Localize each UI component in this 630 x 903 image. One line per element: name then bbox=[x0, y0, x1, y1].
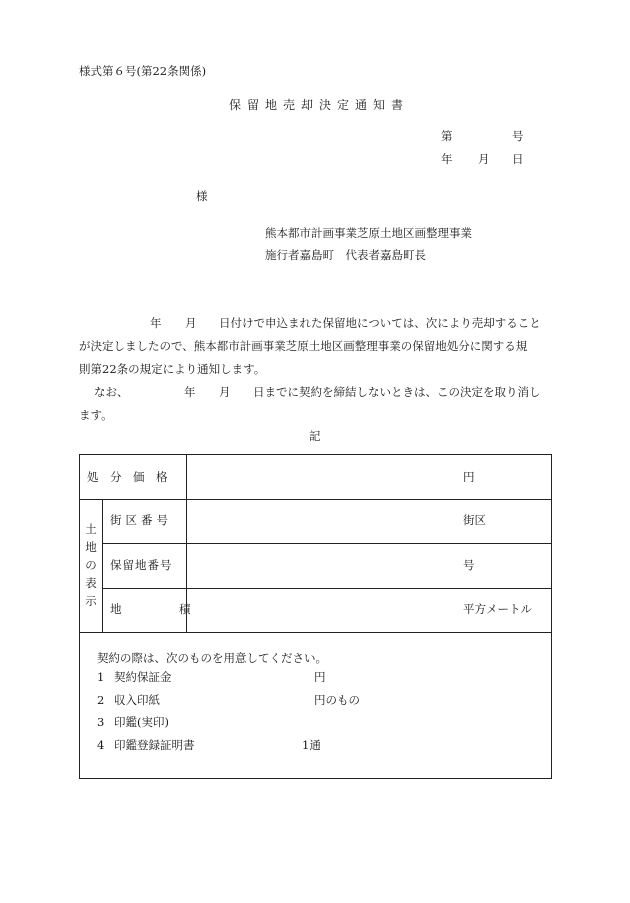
body-line2: が決定しましたので、熊本都市計画事業芝原土地区画整理事業の保留地処分に関する規 bbox=[79, 339, 528, 353]
price-unit: 円 bbox=[463, 470, 475, 484]
body-month: 月 bbox=[185, 316, 197, 330]
number-prefix: 第 bbox=[441, 129, 453, 143]
ki-marker: 記 bbox=[309, 429, 321, 443]
price-label: 処 分 価 格 bbox=[87, 470, 168, 484]
block-number-label: 街区番号 bbox=[110, 513, 172, 527]
note-2-number: 2 bbox=[97, 693, 105, 707]
body-p2-lead: なお、 bbox=[94, 385, 129, 399]
date-month: 月 bbox=[478, 152, 490, 166]
document-title: 保留地売却決定通知書 bbox=[229, 98, 410, 112]
area-unit: 平方メートル bbox=[463, 602, 532, 616]
body-line1-rest: 日付けで申込まれた保留地については、次により売却すること bbox=[219, 316, 541, 330]
note-2-value: 円のもの bbox=[314, 693, 360, 707]
reserved-land-number-label: 保留地番号 bbox=[110, 558, 173, 572]
block-number-unit: 街区 bbox=[463, 513, 486, 527]
table-rule bbox=[79, 632, 552, 633]
note-4-value: 1通 bbox=[302, 738, 321, 752]
note-2-text: 収入印紙 bbox=[114, 693, 160, 707]
body-p2-rest: 日までに契約を締結しないときは、この決定を取り消し bbox=[253, 385, 541, 399]
table-rule bbox=[102, 588, 552, 589]
note-3-number: 3 bbox=[97, 715, 105, 729]
issuer-project: 熊本都市計画事業芝原土地区画整理事業 bbox=[265, 226, 472, 240]
body-year: 年 bbox=[150, 316, 162, 330]
table-rule bbox=[102, 543, 552, 544]
notes-intro: 契約の際は、次のものを用意してください。 bbox=[97, 651, 327, 665]
note-4-number: 4 bbox=[97, 738, 105, 752]
body-line3: 則第22条の規定により通知します。 bbox=[79, 362, 266, 376]
form-label: 様式第６号(第22条関係) bbox=[79, 64, 207, 78]
table-rule bbox=[79, 499, 552, 500]
area-label: 地 積 bbox=[110, 602, 191, 616]
note-3-text: 印鑑(実印) bbox=[114, 715, 169, 729]
issuer-executor: 施行者嘉島町 代表者嘉島町長 bbox=[265, 248, 426, 262]
note-1-value: 円 bbox=[314, 670, 326, 684]
note-1-number: 1 bbox=[97, 670, 105, 684]
body-p2-year: 年 bbox=[184, 385, 196, 399]
addressee-suffix: 様 bbox=[196, 189, 208, 203]
date-day: 日 bbox=[512, 152, 524, 166]
table-rule bbox=[102, 499, 103, 632]
body-p2-line2: ます。 bbox=[79, 408, 113, 422]
note-1-text: 契約保証金 bbox=[114, 670, 172, 684]
number-suffix: 号 bbox=[512, 129, 524, 143]
details-table bbox=[79, 454, 552, 779]
date-year: 年 bbox=[441, 152, 453, 166]
body-p2-month: 月 bbox=[219, 385, 231, 399]
reserved-land-number-unit: 号 bbox=[463, 558, 475, 572]
land-group-label: 土 地 の 表 示 bbox=[85, 522, 97, 608]
note-4-text: 印鑑登録証明書 bbox=[114, 738, 195, 752]
